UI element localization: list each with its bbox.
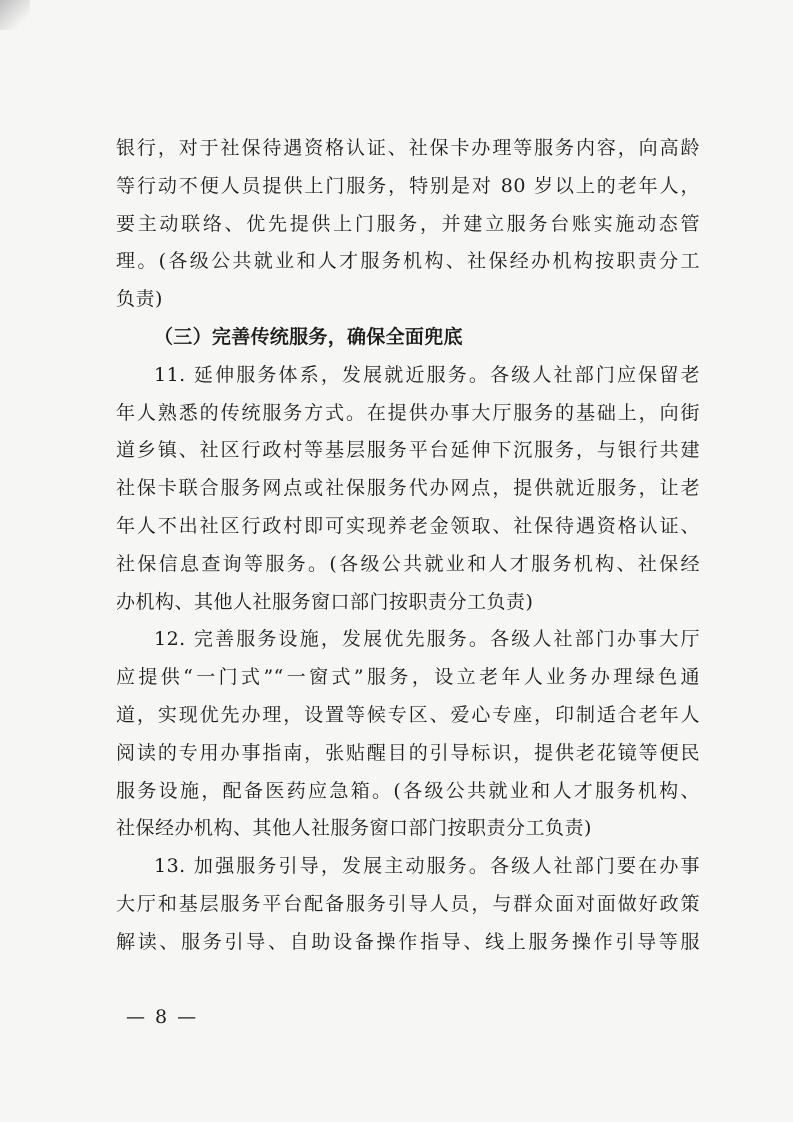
paragraph-line: 年人不出社区行政村即可实现养老金领取、社保待遇资格认证、 <box>116 514 700 537</box>
section-heading: （三）完善传统服务，确保全面兜底 <box>154 325 463 348</box>
scan-corner-shadow <box>0 0 30 30</box>
paragraph-line: 年人熟悉的传统服务方式。在提供办事大厅服务的基础上，向街 <box>116 401 700 424</box>
page-number: — 8 — <box>126 1006 199 1028</box>
paragraph-line: 负责) <box>116 288 163 311</box>
paragraph-line: 社保经办机构、其他人社服务窗口部门按职责分工负责) <box>116 817 592 840</box>
paragraph-line: 解读、服务引导、自助设备操作指导、线上服务操作引导等服 <box>116 930 700 953</box>
paragraph-line: 办机构、其他人社服务窗口部门按职责分工负责) <box>116 590 534 613</box>
paragraph-line: 应提供“一门式”“一窗式”服务，设立老年人业务办理绿色通 <box>116 666 700 689</box>
paragraph-line: 大厅和基层服务平台配备服务引导人员，与群众面对面做好政策 <box>116 892 700 915</box>
paragraph-line: 13. 加强服务引导，发展主动服务。各级人社部门要在办事 <box>154 855 700 878</box>
paragraph-line: 等行动不便人员提供上门服务，特别是对 80 岁以上的老年人， <box>116 174 700 197</box>
paragraph-line: 理。(各级公共就业和人才服务机构、社保经办机构按职责分工 <box>116 250 700 273</box>
paragraph-line: 要主动联络、优先提供上门服务，并建立服务台账实施动态管 <box>116 212 700 235</box>
paragraph-line: 12. 完善服务设施，发展优先服务。各级人社部门办事大厅 <box>154 628 700 651</box>
paragraph-line: 11. 延伸服务体系，发展就近服务。各级人社部门应保留老 <box>154 363 700 386</box>
document-body <box>116 130 700 962</box>
paragraph-line: 道，实现优先办理，设置等候专区、爱心专座，印制适合老年人 <box>116 703 700 726</box>
paragraph-line: 道乡镇、社区行政村等基层服务平台延伸下沉服务，与银行共建 <box>116 439 700 462</box>
paragraph-line: 银行，对于社保待遇资格认证、社保卡办理等服务内容，向高龄 <box>116 137 700 159</box>
paragraph-line: 社保信息查询等服务。(各级公共就业和人才服务机构、社保经 <box>116 552 700 575</box>
paragraph-line: 服务设施，配备医药应急箱。(各级公共就业和人才服务机构、 <box>116 779 700 802</box>
paragraph-line: 社保卡联合服务网点或社保服务代办网点，提供就近服务，让老 <box>116 477 700 500</box>
paragraph-line: 阅读的专用办事指南，张贴醒目的引导标识，提供老花镜等便民 <box>116 741 700 764</box>
